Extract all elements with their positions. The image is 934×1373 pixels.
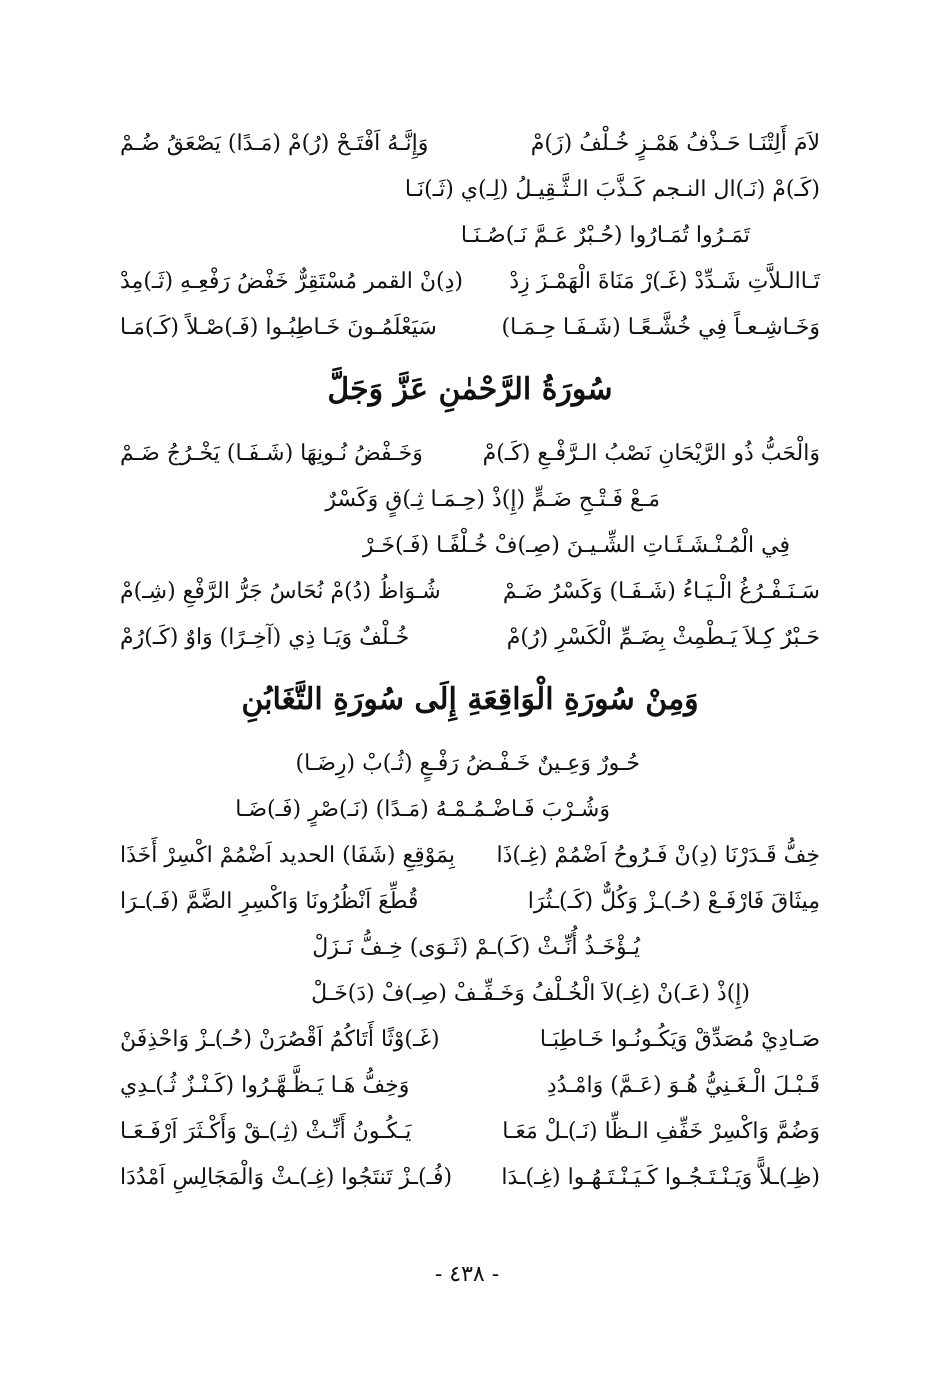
verse-hemistich-second: وَخَـفْضُ نُـونِهَا (شَـفَـا) يَخْـرُجُ ضَـمْ (120, 440, 423, 466)
verse-hemistich-first: وَخَـاشِـعـاً فِي خُشَّـعًـا (شَـفَـا حِـمَـا) (501, 314, 820, 340)
verse-line (120, 970, 820, 1016)
verse-hemistich-first: لاَمَ أَلِتْنَـا حَـذْفُ هَمْـزٍ خُـلْفُ (زَ)مْ (530, 130, 820, 156)
verse-hemistich-first: وَالْحَبُّ ذُو الرَّيْحَانِ نَصْبُ الـرَّفْـعِ (كَـ)مْ (482, 440, 820, 466)
verse-hemistich-second: خُـلْفٌ وَيَـا ذِي (آخِـرًا) وَاوٌ (كَـ)رُمْ (120, 624, 410, 650)
verse-line (120, 258, 820, 304)
verse-hemistich-first: وَضُمَّ وَاكْسِرْ خَفِّفِ الـظِّا (نَـ)ـلْ مَعَـا (502, 1118, 820, 1144)
verse-hemistich-second: قُطِّعَ اَنْظُرُونَا وَاكْسِرِ الضَّمَّ (فَـ)ـرَا (120, 888, 419, 914)
page-content (120, 120, 820, 1200)
page-number: - ٤٣٨ - (434, 1262, 500, 1287)
verse-hemistich-first: حَـبْرٌ كِـلاَ يَـطْمِثْ بِضَـمِّ الْكَسْرِ (رُ)مْ (506, 624, 820, 650)
verse-line (120, 786, 820, 832)
verse-line (120, 832, 820, 878)
verse-line (120, 212, 820, 258)
verse-hemistich-second: وَإِنَّـهُ اَفْتَـحْ (رُ)مْ (مَـدًا) يَصْعَقُ ضُـمْ (120, 130, 429, 156)
verse-line (120, 120, 820, 166)
verse-line (120, 568, 820, 614)
verse-line (120, 924, 820, 970)
verse-hemistich-first: مَـعْ فَـتْـحِ ضَـمٍّ (إِ)ذْ (حِـمَـا ثِـ)قٍ وَكَسْرٌ (325, 486, 660, 512)
verse-hemistich-first: مِيثَاقَ فَارْفَـعْ (حُـ)ـزْ وَكُلٌّ (كَـ)ـثُرَا (527, 888, 820, 914)
verse-line (120, 522, 820, 568)
verse-hemistich-first: خِفُّ قَـدَرْنَا (دِ)نْ فَـرُوحُ اَضْمُمْ (غِـ)ذَا (496, 842, 820, 868)
verse-hemistich-second: بِمَوْقِعِ (شَفَا) الحديد اَضْمُمْ اكْسِرْ أَخَذَا (120, 842, 455, 868)
verse-line (120, 304, 820, 350)
verse-hemistich-first: قَـبْـلَ الْـغَـنِيُّ هُـوَ (عَـمَّ) وَامْـدُدِ (546, 1072, 820, 1098)
verse-line (120, 1108, 820, 1154)
verse-line (120, 166, 820, 212)
section-title: سُورَةُ الرَّحْمٰنِ عَزَّ وَجَلَّ (327, 372, 613, 407)
verse-line (120, 430, 820, 476)
verse-line (120, 740, 820, 786)
verse-line (120, 1154, 820, 1200)
verse-hemistich-first: تَـاالـلاَّتِ شَـدِّدْ (غَـ)رْ مَنَاةَ الْهَمْـزَ زِدْ (509, 268, 820, 294)
verse-hemistich-second: (غَـ)وْثًا أَتَاكُمُ اَقْصُرَنْ (حُـ)ـزْ وَاحْذِفَنْ (120, 1026, 440, 1052)
verse-hemistich-second: (دِ)نْ القمر مُسْتَقِرٌّ خَفْضُ رَفْعِـهِ (ثَـ)مِدْ (120, 268, 463, 294)
verse-line (120, 614, 820, 660)
verse-hemistich-first: (كَـ)مْ (نَـ)ال النـجم كَـذَّبَ الـثَّـقِيـلُ (لِـ)ي (ثَـ)نَـا (404, 176, 820, 202)
verse-hemistich-first: (إِ)ذْ (عَـ)نْ (غِـ)لاَ الْخُـلْفُ وَخَـفِّـفْ (صِـ)فْ (دَ)خَـلْ (311, 980, 750, 1006)
verse-hemistich-first: حُـورٌ وَعِـينٌ خَـفْـضُ رَفْـعٍ (ثُـ)بْ (رِضَـا) (295, 750, 640, 776)
verse-hemistich-first: سَـنَـفْـرُغُ الْـيَـاءُ (شَـفَـا) وَكَسْرُ ضَـمْ (502, 578, 820, 604)
verse-line (120, 1016, 820, 1062)
verse-hemistich-first: فِي الْمُـنْـشَـئَـاتِ الشِّـيـنَ (صِـ)فْ خُـلْفًـا (فَـ)خَـرْ (362, 532, 790, 558)
verse-hemistich-first: يُـؤْخَـذُ أُنِّـثْ (كَـ)ـمْ (ثَـوَى) خِـفُّ نَـزَلْ (312, 934, 640, 960)
verse-hemistich-first: صَـادِيْ مُصَدِّقْ وَيَكُـونُـوا خَـاطِبَـا (539, 1026, 820, 1052)
verse-hemistich-first: وَشُـرْبَ فَـاضْـمُـمْـهُ (مَـدًا) (نَـ)صْرٍ (فَـ)ضَـا (235, 796, 610, 822)
verse-hemistich-first: (ظِـ)ـلاًّ وَيَـنْـتَـجُـوا كَـيَـنْـتَـهُـوا (غِـ)ـدَا (501, 1164, 820, 1190)
verse-hemistich-first: تَمَـرُوا تُمَـارُوا (حُـبْرٌ عَـمَّ نَـ)صُـنَـا (460, 222, 750, 248)
verse-hemistich-second: يَـكُـونُ أَنِّـثْ (ثِـ)ـقْ وَأَكْـثَرَ اَرْفَـعَـا (120, 1118, 412, 1144)
verse-line (120, 878, 820, 924)
verse-hemistich-second: شُـوَاظُ (دُ)مْ نُحَاسُ جَرُّ الرَّفْعِ (شِـ)مْ (120, 578, 441, 604)
verse-hemistich-second: وَخِفُّ هَـا يَـظَّـهَّـرُوا (كَـنْـزٌ ثُـ)ـدِي (120, 1072, 410, 1098)
verse-hemistich-second: (فُـ)ـزْ تَنتَجُوا (غِـ)ـثْ وَالْمَجَالِسِ اَمْدُدَا (120, 1164, 453, 1190)
verse-line (120, 1062, 820, 1108)
verse-hemistich-second: سَيَعْلَمُـونَ خَـاطِبُـوا (فَـ)صْـلاً (كَـ)مَـا (120, 314, 437, 340)
verse-line (120, 476, 820, 522)
section-title: وَمِنْ سُورَةِ الْوَاقِعَةِ إِلَى سُورَةِ التَّغَابُنِ (241, 682, 699, 717)
